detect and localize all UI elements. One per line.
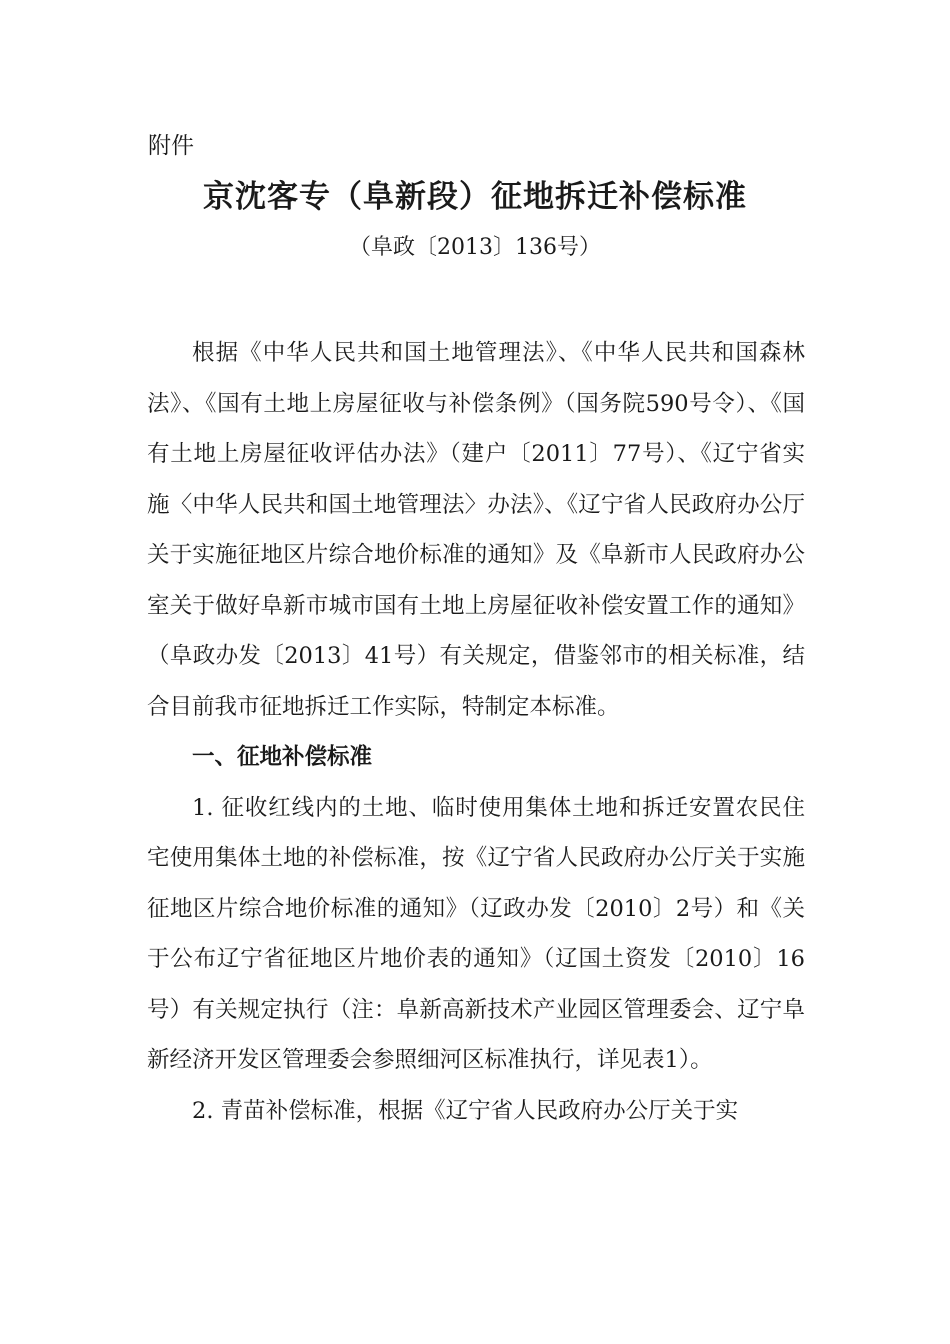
attachment-label: 附件 [148, 133, 194, 159]
list-item: 2. 青苗补偿标准，根据《辽宁省人民政府办公厅关于实 [192, 1097, 739, 1124]
list-item: 1. 征收红线内的土地、临时使用集体土地和拆迁安置农民住宅使用集体土地的补偿标准，按《辽宁省人民政府办公厅关于实施征地区片综合地价标准的通知》（辽政办发〔2010〕2号）和《关于公布辽宁省征地区片地价表的通知》（辽国土资发〔2010〕16号）有关规定执行（注：阜新高新技术产业园区管理委会、辽宁阜新经济开发区管理委会参照细河区标准执行，详见表1）。 [147, 794, 805, 1073]
document-body [147, 328, 805, 1136]
section-heading-land-compensation: 一、征地补偿标准 [192, 744, 373, 770]
intro-paragraph: 根据《中华人民共和国土地管理法》、《中华人民共和国森林法》、《国有土地上房屋征收与补偿条例》（国务院590号令）、《国有土地上房屋征收评估办法》（建户〔2011〕77号）、《辽宁省实施〈中华人民共和国土地管理法〉办法》、《辽宁省人民政府办公厅关于实施征地区片综合地价标准的通知》及《阜新市人民政府办公室关于做好阜新市城市国有土地上房屋征收补偿安置工作的通知》（阜政办发〔2013〕41号）有关规定，借鉴邻市的相关标准，结合目前我市征地拆迁工作实际，特制定本标准。 [147, 340, 805, 720]
document-title: 京沈客专（阜新段）征地拆迁补偿标准 [203, 179, 747, 215]
document-number: （阜政〔2013〕136号） [349, 235, 601, 260]
